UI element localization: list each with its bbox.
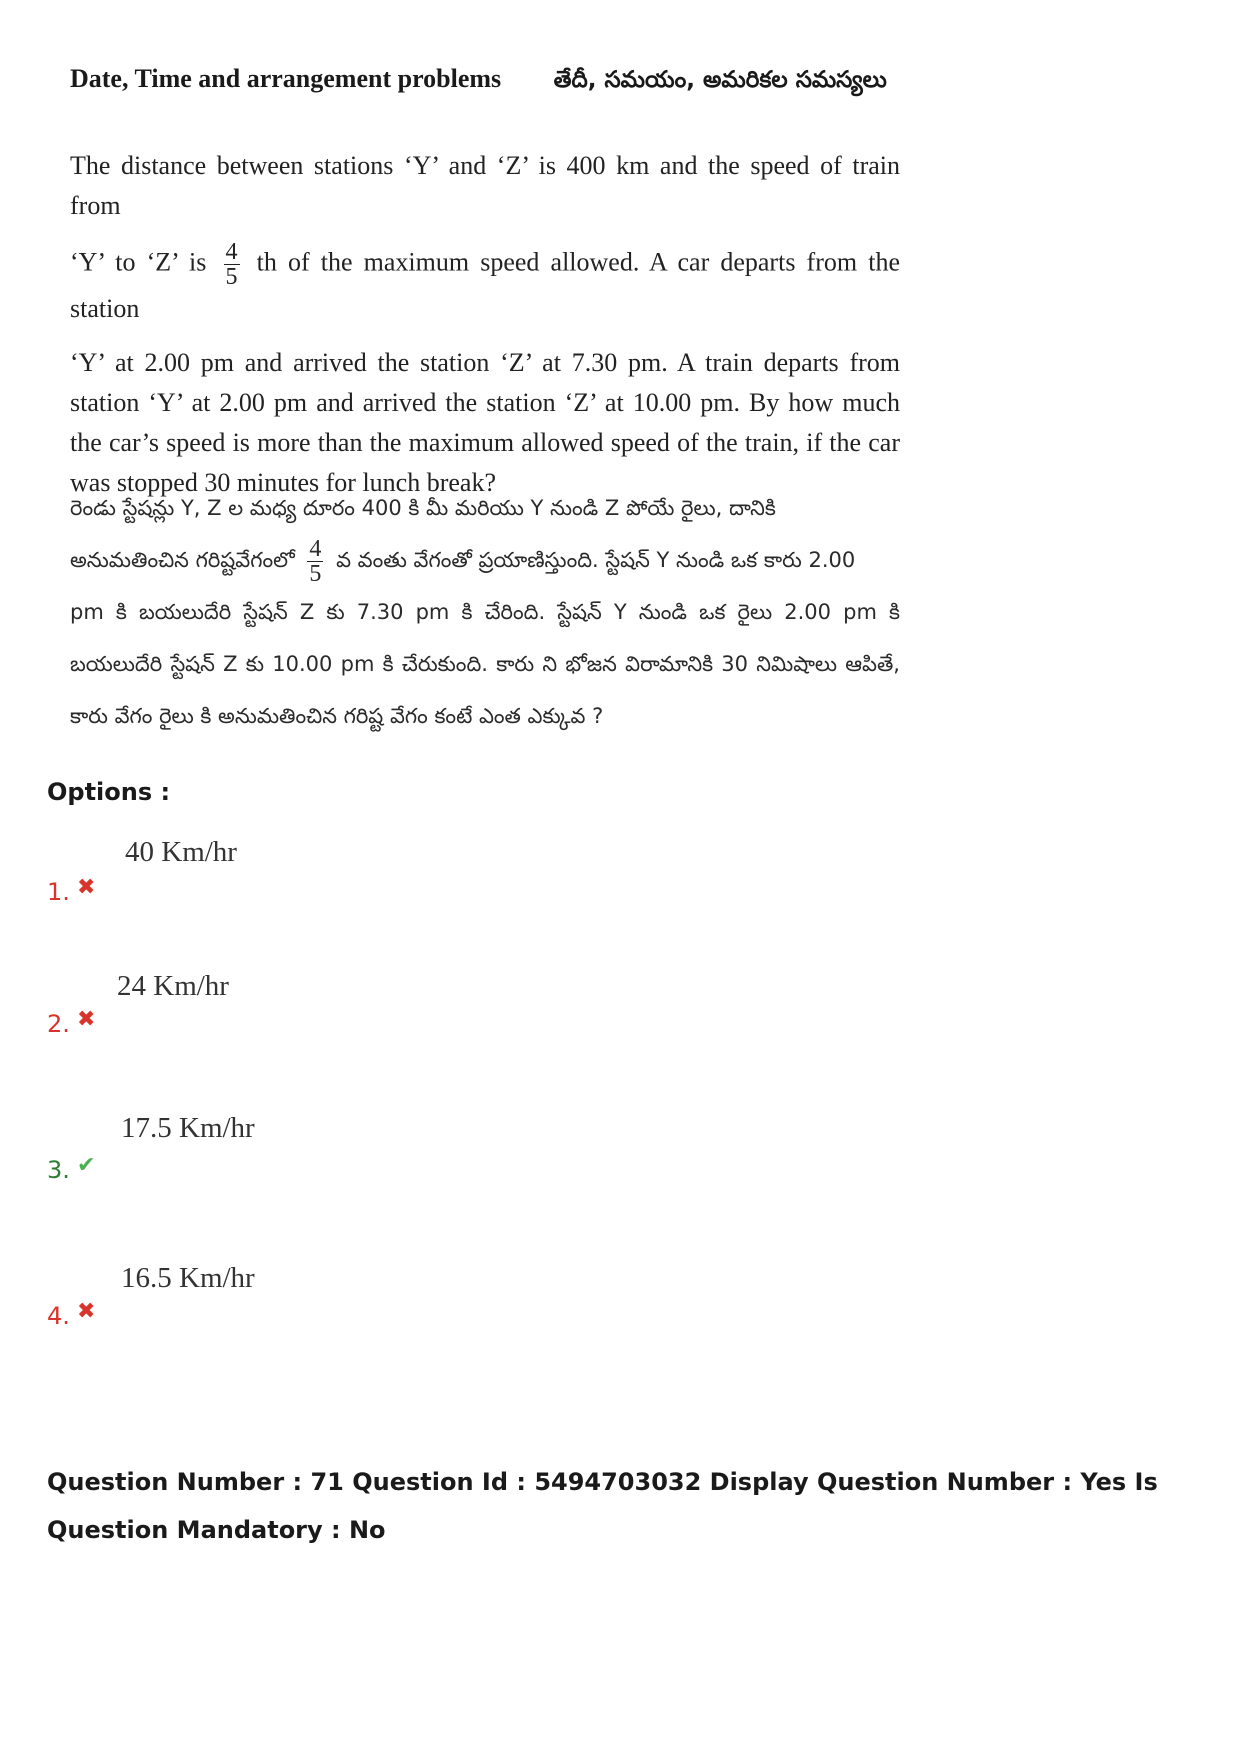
- section-heading: [70, 64, 887, 99]
- option-4[interactable]: [47, 1262, 647, 1372]
- fraction-numerator: 4: [309, 535, 322, 562]
- question-en-line2: [70, 240, 900, 329]
- fraction: [307, 537, 323, 586]
- check-icon: ✔: [77, 1152, 96, 1177]
- heading-english: Date, Time and arrangement problems: [70, 64, 502, 93]
- option-number: 1.: [47, 878, 70, 906]
- fraction: [224, 240, 240, 289]
- option-number: 4.: [47, 1302, 70, 1330]
- cross-icon: ✖: [77, 1006, 96, 1031]
- options-label: Options :: [47, 778, 171, 806]
- cross-icon: ✖: [77, 1298, 96, 1323]
- question-en-rest: ‘Y’ at 2.00 pm and arrived the station ‘Z’ at 7.30 pm. A train departs from station ‘Y’ at 2.00 pm and arrived the station ‘Z’ at 10.00 pm. By how much the car’s speed is more than the maximum allowed speed of the train, if the car was stopped 30 minutes for lunch break?: [70, 348, 900, 497]
- option-value: 17.5 Km/hr: [121, 1112, 255, 1144]
- question-te-line2: [70, 534, 900, 586]
- question-meta: Question Number : 71 Question Id : 5494703032 Display Question Number : Yes Is Question Mandatory : No: [47, 1468, 1158, 1544]
- fraction-numerator: 4: [225, 239, 238, 265]
- heading-telugu: తేదీ, సమయం, అమరికల సమస్యలు: [553, 67, 887, 93]
- question-te-line2-post: వ వంతు వేగంతో ప్రయాణిస్తుంది. స్టేషన్ Y నుండి ఒక కారు 2.00: [336, 548, 856, 572]
- question-en-line2-post: th of the maximum speed allowed. A car departs from the station: [70, 247, 900, 323]
- question-te-rest: pm కి బయలుదేరి స్టేషన్ Z కు 7.30 pm కి చేరింది. స్టేషన్ Y నుండి ఒక రైలు 2.00 pm కి బయలుదేరి స్టేషన్ Z కు 10.00 pm కి చేరుకుంది. కారు ని భోజన విరామానికి 30 నిమిషాలు ఆపితే, కారు వేగం రైలు కి అనుమతించిన గరిష్ట వేగం కంటే ఎంత ఎక్కువ ?: [70, 600, 900, 728]
- option-number: 2.: [47, 1010, 70, 1038]
- cross-icon: ✖: [77, 874, 96, 899]
- question-te-line1: రెండు స్టేషన్లు Y, Z ల మధ్య దూరం 400 కి మీ మరియు Y నుండి Z పోయే రైలు, దానికి: [70, 496, 776, 520]
- question-en-line2-pre: ‘Y’ to ‘Z’ is: [70, 247, 207, 277]
- option-value: 24 Km/hr: [117, 970, 229, 1002]
- option-value: 16.5 Km/hr: [121, 1262, 255, 1294]
- option-3[interactable]: [47, 1112, 647, 1222]
- question-en-line1: The distance between stations ‘Y’ and ‘Z’ is 400 km and the speed of train from: [70, 151, 900, 220]
- question-telugu: [70, 482, 900, 742]
- option-1[interactable]: [47, 836, 647, 946]
- question-te-line2-pre: అనుమతించిన గరిష్టవేగంలో: [70, 548, 295, 572]
- question-english: [70, 146, 900, 503]
- fraction-denominator: 5: [309, 560, 322, 587]
- option-number: 3.: [47, 1156, 70, 1184]
- option-2[interactable]: [47, 970, 647, 1080]
- option-value: 40 Km/hr: [125, 836, 237, 868]
- fraction-denominator: 5: [225, 264, 238, 290]
